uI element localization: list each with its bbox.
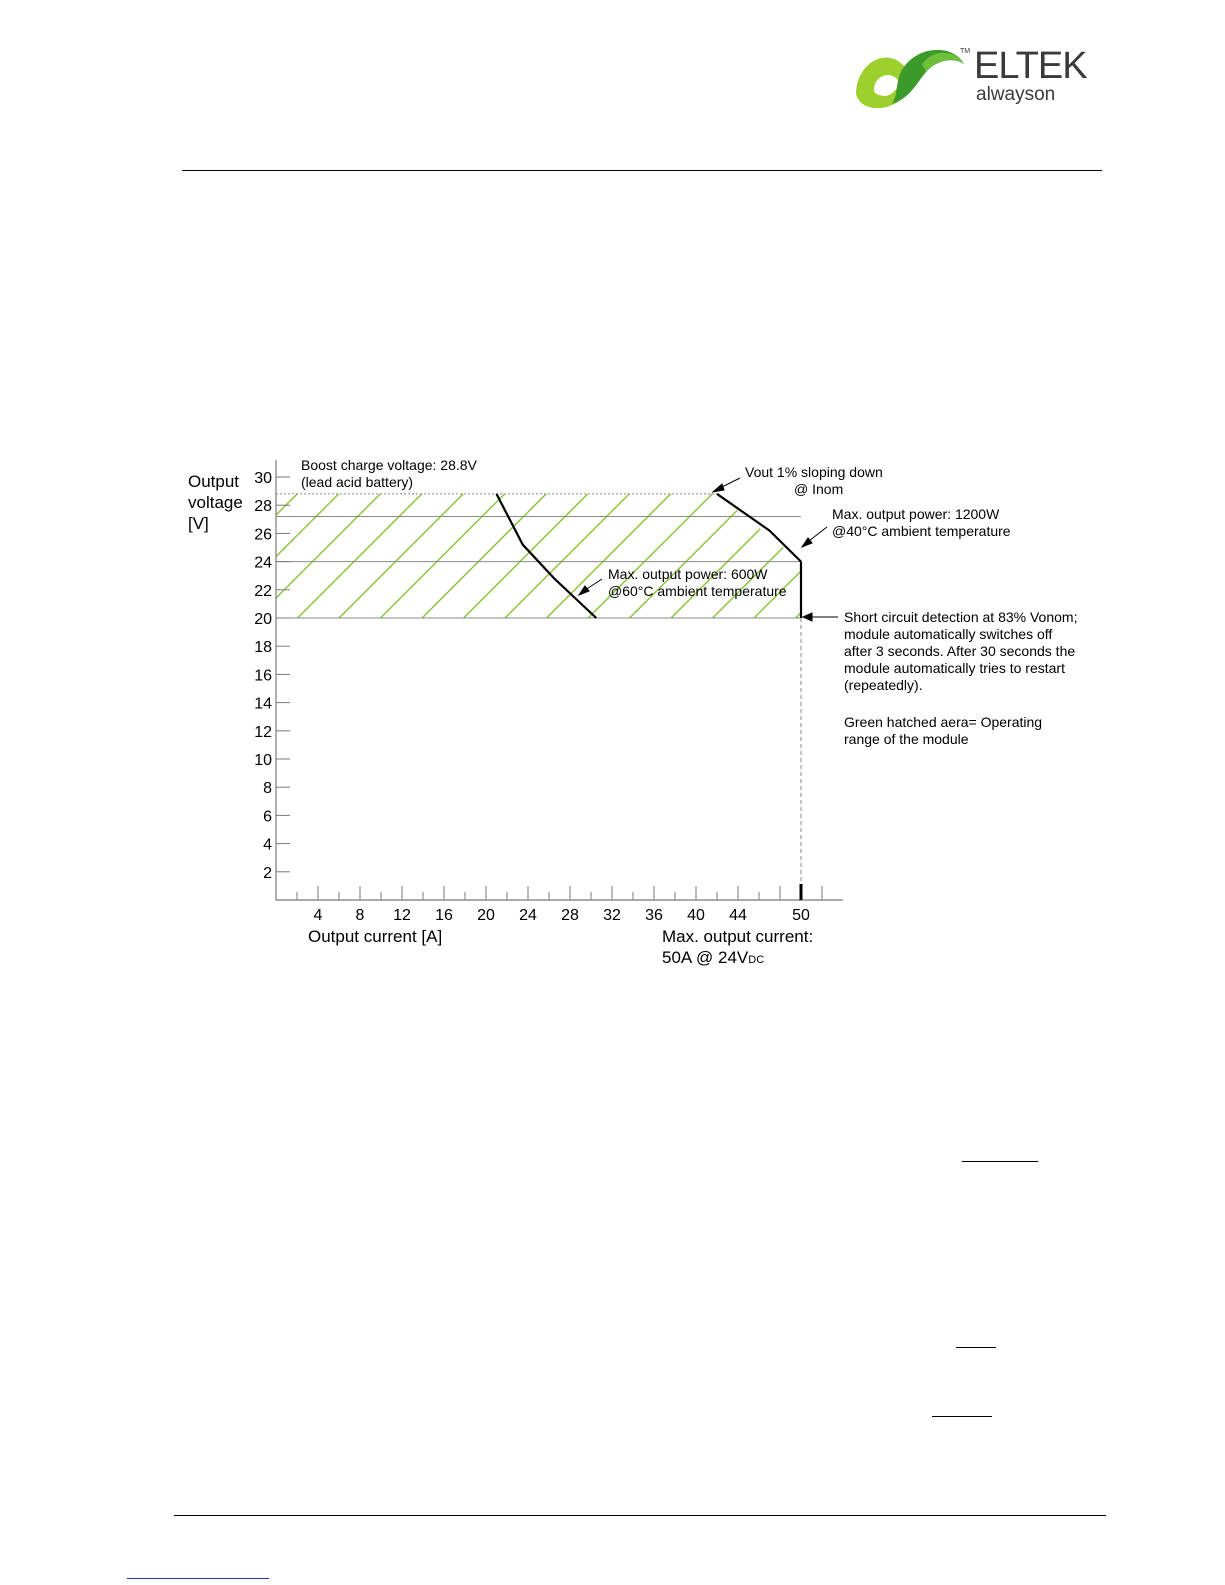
x-tick-label: 16 bbox=[435, 907, 453, 924]
x-tick-label: 8 bbox=[355, 907, 365, 924]
x-tick-label: 4 bbox=[313, 907, 323, 924]
y-tick-label: 14 bbox=[254, 695, 272, 713]
annotation-boost-line-2: (lead acid battery) bbox=[301, 474, 414, 490]
hatch-line bbox=[616, 477, 771, 632]
hatch-line bbox=[284, 477, 439, 632]
annotation-green-area-line-2: range of the module bbox=[844, 731, 969, 747]
x-tick-label: 28 bbox=[561, 907, 579, 924]
y-tick-label: 20 bbox=[254, 611, 272, 628]
curve-600w-limit bbox=[497, 494, 597, 618]
annotation-vout-line-1: Vout 1% sloping down bbox=[745, 464, 883, 480]
hatch-line bbox=[325, 477, 480, 632]
hatch-line bbox=[533, 477, 688, 632]
annotation-arrows bbox=[579, 478, 838, 621]
annotation-short-circuit-line-3: after 3 seconds. After 30 seconds the bbox=[844, 643, 1076, 659]
arrow-short-circuit-head bbox=[803, 613, 812, 621]
x-tick-label: 50 bbox=[792, 907, 810, 924]
annotation-short-circuit-line-2: module automatically switches off bbox=[844, 626, 1053, 642]
y-tick-label: 30 bbox=[254, 470, 272, 487]
y-axis-label-line-1: Output bbox=[188, 472, 240, 491]
reference-lines bbox=[276, 494, 801, 900]
y-tick-label: 4 bbox=[263, 836, 272, 854]
annotation-max-current-line-2: 50A @ 24VDC bbox=[662, 948, 765, 967]
y-tick-label: 28 bbox=[254, 498, 272, 516]
blank-underline-3 bbox=[932, 1416, 992, 1417]
footer-rule bbox=[174, 1515, 1106, 1516]
annotation-1200w-line-2: @40°C ambient temperature bbox=[832, 523, 1011, 539]
y-tick-label: 6 bbox=[263, 808, 272, 826]
footer-link-underline[interactable] bbox=[127, 1578, 269, 1579]
hatch-line bbox=[450, 477, 605, 632]
y-tick-label: 26 bbox=[254, 526, 272, 544]
y-tick-label: 24 bbox=[254, 554, 272, 572]
annotation-600w-line-2: @60°C ambient temperature bbox=[608, 583, 787, 599]
y-tick-label: 16 bbox=[254, 667, 272, 685]
y-axis-label-line-2: voltage bbox=[188, 493, 243, 512]
curve-1200w-slope bbox=[717, 494, 801, 562]
annotation-vout-line-2: @ Inom bbox=[794, 481, 844, 497]
x-tick-label: 36 bbox=[645, 907, 663, 924]
y-tick-label: 22 bbox=[254, 582, 272, 600]
axes bbox=[276, 460, 843, 900]
x-tick-label: 24 bbox=[519, 907, 537, 924]
arrow-vout-head bbox=[713, 484, 724, 492]
y-axis-label-line-3: [V] bbox=[188, 514, 209, 533]
x-tick-label: 20 bbox=[477, 907, 495, 924]
x-tick-label: 12 bbox=[393, 907, 411, 924]
x-tick-label: 32 bbox=[603, 907, 621, 924]
logo-tagline: alwayson bbox=[976, 84, 1056, 105]
hatch-line bbox=[408, 477, 563, 632]
annotation-max-current-line-1: Max. output current: bbox=[662, 927, 814, 946]
blank-underline-2 bbox=[956, 1347, 996, 1348]
y-tick-label: 10 bbox=[254, 752, 272, 769]
x-tick-label: 44 bbox=[729, 907, 747, 924]
y-tick-label: 18 bbox=[254, 639, 272, 657]
logo-brand-text: ELTEK bbox=[974, 45, 1087, 87]
annotation-short-circuit-line-1: Short circuit detection at 83% Vonom; bbox=[844, 609, 1078, 625]
annotation-short-circuit-line-4: module automatically tries to restart bbox=[844, 660, 1065, 676]
hatch-line bbox=[367, 477, 522, 632]
x-axis-label: Output current [A] bbox=[308, 927, 443, 946]
x-tick-label: 40 bbox=[687, 907, 705, 924]
arrow-600w-head bbox=[579, 586, 589, 595]
y-tick-label: 12 bbox=[254, 723, 272, 741]
hatch-line bbox=[574, 477, 729, 632]
annotation-1200w-line-1: Max. output power: 1200W bbox=[832, 506, 1000, 522]
annotation-boost-line-1: Boost charge voltage: 28.8V bbox=[301, 457, 477, 473]
y-tick-label: 8 bbox=[263, 780, 272, 798]
hatch-line bbox=[491, 477, 646, 632]
axis-ticks bbox=[254, 470, 822, 924]
annotation-green-area-line-1: Green hatched aera= Operating bbox=[844, 714, 1043, 730]
logo-trademark: TM bbox=[960, 48, 971, 55]
y-tick-label: 2 bbox=[263, 864, 272, 882]
annotation-600w-line-1: Max. output power: 600W bbox=[608, 566, 768, 582]
hatch-line bbox=[699, 477, 854, 632]
annotation-short-circuit-line-5: (repeatedly). bbox=[844, 677, 923, 693]
hatch-line bbox=[657, 477, 812, 632]
blank-underline-1 bbox=[962, 1161, 1038, 1162]
